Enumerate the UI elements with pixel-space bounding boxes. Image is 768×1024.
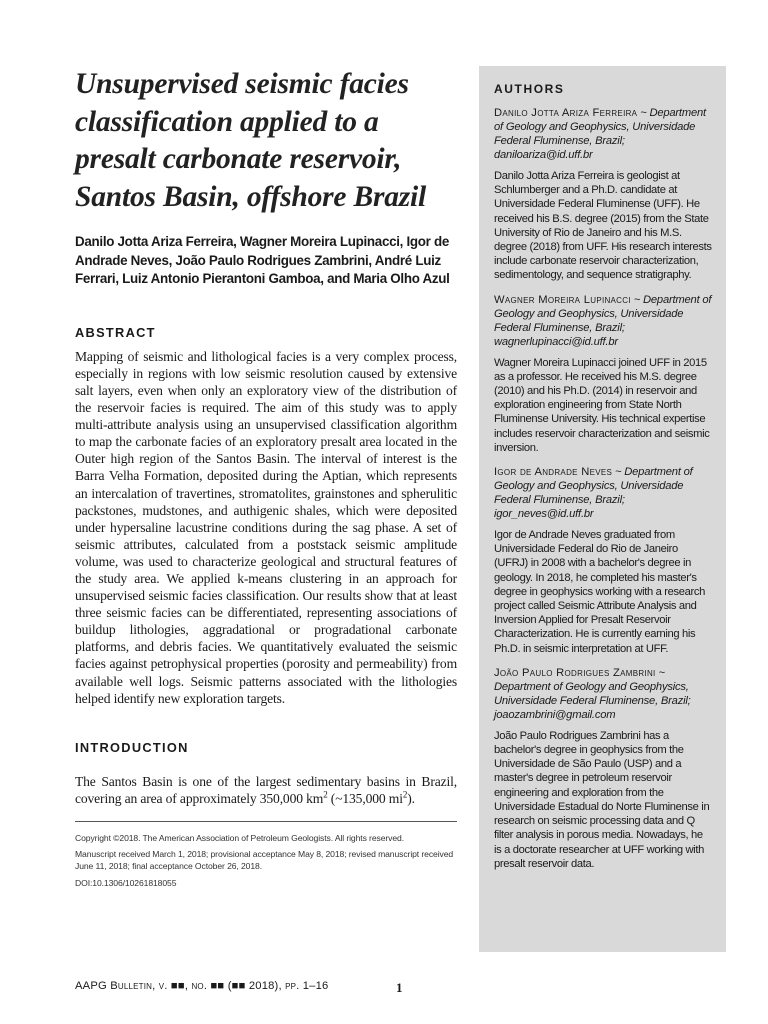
author-bio: Igor de Andrade Neves graduated from Universidade Federal do Rio de Janeiro (UFRJ) in 2008 with a bachelor's degree in geology. In 2018, he completed his master's degree in geophysics working with a research project called Seismic Attribute Analysis and Inversion Applied for Presalt Reservoir Characterization. He is currently earning his Ph.D. in seismic interpretation at UFF. — [494, 529, 705, 655]
author-header — [494, 293, 712, 349]
author-name: Danilo Jotta Ariza Ferreira — [494, 107, 638, 119]
introduction-text — [75, 773, 457, 807]
manuscript-note: Manuscript received March 1, 2018; provisional acceptance May 8, 2018; revised manuscript received June 11, 2018; final acceptance October 26, 2018. — [75, 849, 454, 872]
sidebar-heading: AUTHORS — [494, 82, 565, 96]
journal-citation: AAPG Bulletin, v. ■■, no. ■■ (■■ 2018), pp. 1–16 — [75, 980, 329, 992]
author-list: Danilo Jotta Ariza Ferreira, Wagner Moreira Lupinacci, Igor de Andrade Neves, João Paulo Rodrigues Zambrini, André Luiz Ferrari, Luiz Antonio Pierantoni Gamboa, and Maria Olho Azul — [75, 234, 450, 287]
abstract-text: Mapping of seismic and lithological facies is a very complex process, especially in regions with low seismic resolution caused by extensive salt layers, even when only an exploratory view of the distribution of the reservoir facies is required. The aim of this study was to apply multi-attribute analysis using an unsupervised classification algorithm to map the carbonate facies of an exploratory presalt area located in the Outer high region of the Santos Basin. The interval of interest is the Barra Velha Formation, deposited during the Aptian, which represents an intercalation of travertines, stromatolites, grainstones and spherulitic packstones, mudstones, and authigenic shales, which were deposited under hypersaline lacustrine conditions during the sag phase. A set of seismic attributes, calculated from a poststack seismic amplitude volume, was used to characterize geological and structural features of the study area. We applied k-means clustering in an approach for unsupervised seismic facies classification. Our results show that at least three seismic facies can be differentiated, representing associations of buildup lithologies, aggradational or progradational carbonate platforms, and debris facies. We quantitatively evaluated the seismic facies against petrophysical properties (porosity and permeability) from available well logs. Seismic patterns associated with the lithologies helped identify new exploration targets. — [75, 348, 457, 706]
author-bio: Danilo Jotta Ariza Ferreira is geologist at Schlumberger and a Ph.D. candidate at Universidade Federal Fluminense (UFF). He received his B.S. degree (2015) from the State University of Rio de Janeiro and his M.S. degree (2018) from UFF. His research interests include carbonate reservoir characterization, sedimentology, and sequence stratigraphy. — [494, 170, 712, 282]
author-affiliation: ~ Department of Geology and Geophysics, Universidade Federal Fluminense, Brazil; wagnerlupinacci@id.uff.br — [494, 293, 712, 348]
author-bio: Wagner Moreira Lupinacci joined UFF in 2015 as a professor. He received his M.S. degree (2010) and his Ph.D. (2014) in reservoir and exploration engineering from State North Fluminense University. His technical expertise includes reservoir characterization and seismic inversion. — [494, 356, 710, 454]
author-entry — [494, 293, 712, 455]
superscript: 2 — [323, 789, 328, 800]
author-affiliation: ~ Department of Geology and Geophysics, Universidade Federal Fluminense, Brazil; joaozambrini@gmail.com — [494, 666, 691, 721]
doi-note: DOI:10.1306/10261818055 — [75, 877, 177, 888]
intro-text-mid: (~135,000 mi — [327, 790, 403, 806]
intro-text-end: ). — [407, 790, 415, 806]
author-entry — [494, 106, 712, 283]
abstract-heading: ABSTRACT — [75, 324, 156, 340]
author-name: Wagner Moreira Lupinacci — [494, 293, 631, 306]
author-name: João Paulo Rodrigues Zambrini — [494, 666, 656, 679]
copyright-note: Copyright ©2018. The American Association of Petroleum Geologists. All rights reserved. — [75, 832, 404, 843]
authors-sidebar — [479, 66, 726, 952]
author-affiliation: ~ Department of Geology and Geophysics, Universidade Federal Fluminense, Brazil; igor_neves@id.uff.br — [494, 466, 693, 521]
footnote-divider — [75, 821, 457, 822]
intro-text-main: The Santos Basin is one of the largest sedimentary basins in Brazil, covering an area of approximately 350,000 km — [75, 773, 457, 806]
author-entry — [494, 465, 712, 656]
author-entry — [494, 666, 712, 871]
author-name: Igor de Andrade Neves — [494, 466, 613, 479]
author-bio: João Paulo Rodrigues Zambrini has a bachelor's degree in geophysics from the Universidade de São Paulo (USP) and a master's degree in petroleum reservoir engineering and exploration from the Universidade Estadual do Norte Fluminense in research on seismic processing data and Q filter analysis in porous media. Nowadays, he is a doctorate researcher at UFF working with presalt reservoir data. — [494, 729, 710, 870]
author-affiliation: ~ Department of Geology and Geophysics, Universidade Federal Fluminense, Brazil; daniloariza@id.uff.br — [494, 107, 706, 161]
main-column — [75, 66, 457, 893]
page-footer — [75, 980, 457, 995]
author-header — [494, 666, 712, 722]
footnotes — [75, 832, 457, 889]
superscript: 2 — [402, 789, 408, 800]
introduction-heading: INTRODUCTION — [75, 739, 189, 755]
page-number: 1 — [396, 980, 403, 995]
author-header — [494, 106, 712, 162]
author-header — [494, 465, 712, 521]
article-title: Unsupervised seismic facies classification applied to a presalt carbonate reservoir, Santos Basin, offshore Brazil — [75, 68, 427, 213]
